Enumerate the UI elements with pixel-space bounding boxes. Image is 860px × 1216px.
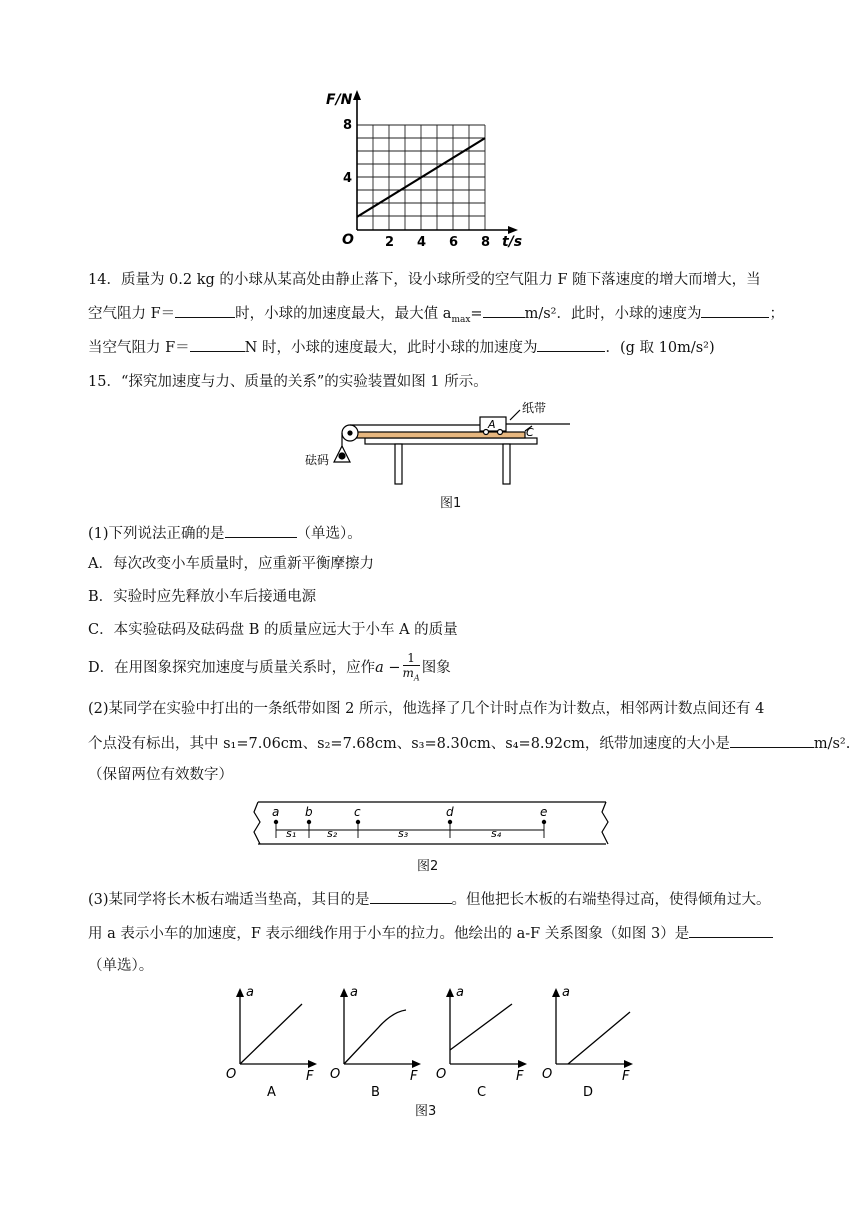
y-tick-4: 4 (343, 171, 353, 186)
q14-line1: 14．质量为 0.2 kg 的小球从某高处由静止落下，设小球所受的空气阻力 F 随下落速度的增大而增大，当 (88, 272, 761, 288)
point-d: d (446, 805, 454, 819)
q15-part3-line1: (3)某同学将长木板右端适当垫高，其目的是 。但他把长木板的右端垫得过高，使得倾角过大。 (88, 888, 778, 910)
force-time-graph (312, 86, 544, 252)
graph-x-label: F (306, 1069, 314, 1084)
graph-y-label: a (562, 985, 570, 1000)
cart-label: A (488, 418, 496, 431)
x-axis-label: t/s (502, 234, 523, 250)
point-b: b (305, 805, 313, 819)
q15-part2-line3: （保留两位有效数字） (88, 767, 233, 783)
q15-part2-line2: 个点没有标出，其中 s₁=7.06cm、s₂=7.68cm、s₃=8.30cm、s₄=8.92cm，纸带加速度的大小是 m/s². (88, 732, 778, 754)
figure2-caption: 图2 (417, 859, 439, 874)
q15-part3-line3: （单选）。 (88, 958, 154, 974)
answer-blank[interactable] (537, 336, 605, 352)
tape-label: 纸带 (522, 401, 547, 415)
q15-part2-line1: (2)某同学在实验中打出的一条纸带如图 2 所示，他选择了几个计时点作为计数点，相邻两计数点间还有 4 (88, 701, 765, 717)
graph-label-C: C (477, 1085, 487, 1100)
figure3-caption: 图3 (415, 1104, 437, 1119)
graph-label-A: A (267, 1085, 276, 1100)
graph-x-label: F (622, 1069, 630, 1084)
paper-tape-figure (252, 800, 618, 852)
x-tick-4: 4 (417, 235, 427, 250)
q14-line2: 空气阻力 F＝ 时，小球的加速度最大，最大值 $a_{max}= m/s^2$．此时，小球的速度为 ； (88, 302, 778, 330)
option-b: B．实验时应先释放小车后接通电源 (88, 589, 317, 605)
apparatus-figure (300, 398, 570, 498)
answer-blank[interactable] (483, 302, 525, 318)
answer-blank[interactable] (730, 732, 814, 748)
answer-blank[interactable] (190, 336, 245, 352)
point-c: c (354, 805, 361, 819)
table-leg (503, 444, 510, 484)
answer-blank[interactable] (370, 888, 452, 904)
q15-part3-line2: 用 a 表示小车的加速度，F 表示细线作用于小车的拉力。他绘出的 a-F 关系图象（如图 3）是 (88, 922, 778, 944)
x-tick-6: 6 (449, 235, 459, 250)
graph-C (436, 985, 527, 1100)
graph-y-label: a (456, 985, 464, 1000)
point-a: a (272, 805, 280, 819)
board-label: C (526, 426, 534, 439)
answer-blank[interactable] (689, 922, 773, 938)
graph-origin: O (330, 1067, 341, 1082)
table-leg (395, 444, 402, 484)
q15-intro: 15．“探究加速度与力、质量的关系”的实验装置如图 1 所示。 (88, 374, 488, 390)
y-axis-label: F/N (326, 92, 353, 108)
graph-origin: O (226, 1067, 237, 1082)
graph-origin: O (436, 1067, 447, 1082)
q14-line3: 当空气阻力 F＝ N 时，小球的速度最大，此时小球的加速度为 ．(g 取 10m/s²) (88, 336, 778, 358)
graph-label-D: D (583, 1085, 594, 1100)
graph-B (330, 985, 421, 1100)
graph-x-label: F (516, 1069, 524, 1084)
x-tick-2: 2 (385, 235, 395, 250)
option-d: D．在用图象探究加速度与质量关系时，应作a − $\frac{1}{m_A}$ 图象 (88, 650, 778, 686)
graph-A (226, 985, 317, 1100)
segment-s4: s₄ (491, 827, 502, 840)
segment-s1: s₁ (286, 827, 297, 840)
graph-axes (353, 90, 518, 234)
point-e: e (540, 805, 548, 819)
figure1-caption: 图1 (440, 496, 462, 511)
origin-label: O (342, 232, 354, 248)
table-top (365, 438, 537, 444)
option-c: C．本实验砝码及砝码盘 B 的质量应远大于小车 A 的质量 (88, 622, 458, 638)
segment-s2: s₂ (327, 827, 338, 840)
answer-blank[interactable] (225, 522, 297, 538)
graph-y-label: a (246, 985, 254, 1000)
y-tick-8: 8 (343, 118, 353, 133)
graph-x-label: F (410, 1069, 418, 1084)
segment-s3: s₃ (398, 827, 409, 840)
graph-label-B: B (371, 1085, 380, 1100)
graph-D (542, 985, 633, 1100)
answer-blank[interactable] (701, 302, 769, 318)
option-a: A．每次改变小车质量时，应重新平衡摩擦力 (88, 556, 374, 572)
tape-dots (274, 820, 546, 824)
af-graphs-figure (222, 984, 642, 1102)
graph-y-label: a (350, 985, 358, 1000)
fraction: $\frac{1}{m_A}$ (402, 650, 420, 683)
q15-part1: (1)下列说法正确的是 （单选）。 (88, 522, 778, 544)
weight-label: 砝码 (305, 453, 330, 467)
graph-origin: O (542, 1067, 553, 1082)
x-tick-8: 8 (481, 235, 491, 250)
answer-blank[interactable] (175, 302, 235, 318)
